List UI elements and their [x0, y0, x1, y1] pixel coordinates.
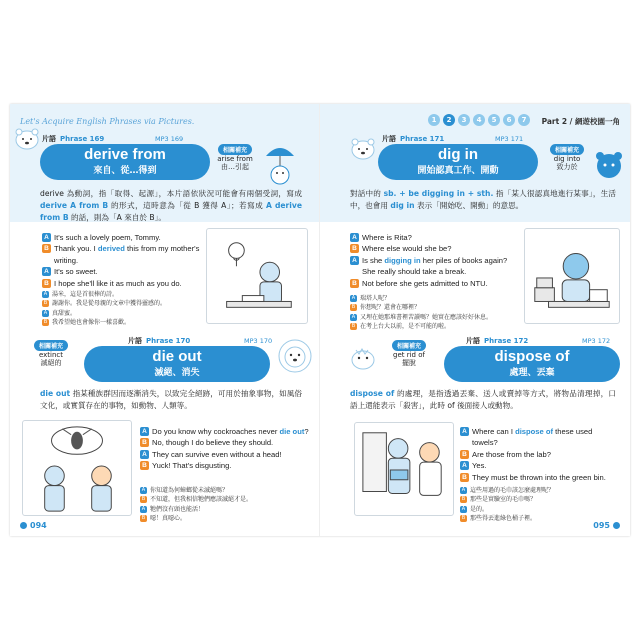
dialog-line: B They must be thrown into the green bin. [460, 472, 620, 483]
related-note-170 [20, 340, 82, 368]
related-note-169 [210, 144, 260, 172]
page-dot-icon [20, 522, 27, 529]
dialog-line: B Thank you. I derived this from my mother's writing. [42, 243, 202, 266]
note-meaning: 擺脫 [402, 359, 416, 368]
note-phrase: dig into [553, 155, 581, 163]
related-note-172 [378, 340, 440, 368]
dialog-170 [140, 426, 310, 472]
progress-dot-active: 2 [443, 114, 455, 126]
translation-169: A 湯米，這是首很棒的詩。 B 謝謝你。我是從母親的文章中獲得靈感的。 A 真甜蜜。 B 我希望她也會像你一樣喜歡。 [43, 291, 167, 326]
dialog-line: A They can survive even without a head! [140, 449, 310, 460]
dialog-line: A Where can I dispose of these used towels? [460, 426, 620, 449]
phrase-170-banner [84, 346, 270, 382]
phrase-171-banner [378, 144, 538, 180]
dialog-line: A Yes. [460, 460, 620, 471]
phrase-number: Phrase 171 [400, 135, 445, 143]
phrase-number: Phrase 172 [484, 337, 529, 345]
bear-icon [592, 148, 626, 182]
phrase-meaning: 處理、丟棄 [509, 368, 555, 378]
note-meaning: 由…引起 [221, 163, 249, 172]
dialog-line: B Not before she gets admitted to NTU. [350, 278, 518, 289]
polar-bear-icon [14, 126, 40, 150]
phrase-title: dig in [438, 146, 478, 163]
note-phrase: extinct [38, 351, 64, 359]
note-caption: 相關補充 [550, 144, 584, 155]
dialog-line: A Is she digging in her piles of books again? She really should take a break. [350, 255, 518, 278]
phrase-label: 片語 [128, 337, 142, 345]
explanation-170: die out 指某種族群因而逐漸消失，以致完全絕跡，可用於抽象事物，如風俗文化，或實質存在的事物，如動物、人類等。 [40, 389, 302, 410]
phrase-label: 片語 [382, 135, 396, 143]
right-page [320, 104, 630, 536]
student-studying-illustration [524, 228, 620, 324]
dialog-line: A It's so sweet. [42, 266, 202, 277]
note-phrase: arise from [217, 155, 253, 163]
dialog-line: B I hope she'll like it as much as you do. [42, 278, 202, 289]
phrase-171-head [382, 134, 444, 144]
explanation-169: derive 為動詞，指「取得、起源」，本片語依狀況可能會有兩個受詞，寫成 derive A from B 的形式，這時意為「從 B 獲得 A」；若寫成 A derive from B 的話，則為「A 來自於 B」。 [40, 189, 303, 222]
dialog-line: A Where is Rita? [350, 232, 518, 243]
explanation-172: dispose of 的處理，是指透過丟棄、送人或賣掉等方式，將物品清理掉，口語上還能表示「殺害」，此時 of 後面接人或動物。 [350, 389, 617, 410]
note-caption: 相關補充 [392, 340, 426, 351]
progress-dot: 3 [458, 114, 470, 126]
translation-172: A 這些用過的毛巾該怎麼處理呢？ B 那些是實驗室的毛巾嗎？ A 是的。 B 那些得丟進綠色桶子裡。 [461, 487, 555, 522]
phrase-title: derive from [84, 146, 166, 163]
dinosaur-icon [348, 342, 378, 372]
note-caption: 相關補充 [34, 340, 68, 351]
umbrella-bear-icon [262, 142, 298, 186]
mp3-170[interactable]: MP3 170 [244, 337, 273, 345]
phrase-number: Phrase 169 [60, 135, 105, 143]
explanation-171: 對話中的 sb. + be digging in + sth. 指「某人很認真地進行某事」，生活中，也會用 dig in 表示「開始吃、開動」的意思。 [350, 189, 616, 210]
page-number-left: 094 [20, 521, 47, 530]
translation-170: A 你知道為何蟑螂從未滅絕嗎？ B 不知道，但我相信牠們應該滅絕才是。 A 牠們沒有頭也能活！ B 噁！真噁心。 [141, 487, 253, 522]
polar-bear-icon [350, 136, 376, 160]
phrase-172-head [466, 336, 528, 346]
progress-dot: 4 [473, 114, 485, 126]
page-number-right: 095 [593, 521, 620, 530]
dialog-169 [42, 232, 202, 289]
page-dot-icon [613, 522, 620, 529]
phrase-170-head [128, 336, 190, 346]
phrase-169-banner [40, 144, 210, 180]
writer-illustration [206, 228, 308, 324]
note-phrase: get rid of [393, 351, 425, 359]
note-meaning: 致力於 [556, 163, 578, 172]
book-spread [10, 104, 630, 536]
dialog-line: A Do you know why cockroaches never die out? [140, 426, 310, 437]
progress-dot: 7 [518, 114, 530, 126]
note-caption: 相關補充 [218, 144, 252, 155]
cockroach-illustration [22, 420, 132, 516]
dialog-line: B Are those from the lab? [460, 449, 620, 460]
phrase-number: Phrase 170 [146, 337, 191, 345]
phrase-meaning: 滅絕、消失 [154, 368, 200, 378]
phrase-meaning: 來自、從…得到 [93, 166, 157, 176]
translation-171: A 瑞塔人呢？ B 你想呢？還會在哪裡？ A 又埋在她那堆書裡苦讀嗎？她實在應該好好休息。 B 在考上台大以前，是不可能的啦。 [351, 295, 493, 330]
phrase-169-head [42, 134, 104, 144]
note-meaning: 滅絕的 [40, 359, 62, 368]
progress-dot: 6 [503, 114, 515, 126]
progress-dot: 5 [488, 114, 500, 126]
left-page [10, 104, 320, 536]
part-title: Part 2 / 網遊校園一角 [541, 117, 620, 126]
mp3-171[interactable]: MP3 171 [495, 135, 524, 143]
part-progress [428, 114, 530, 126]
dialog-line: B No, though I do believe they should. [140, 437, 310, 448]
dialog-line: A It's such a lovely poem, Tommy. [42, 232, 202, 243]
phrase-title: die out [152, 348, 202, 365]
dialog-171 [350, 232, 518, 289]
series-title: Let's Acquire English Phrases via Pictures. [20, 117, 195, 126]
phrase-label: 片語 [466, 337, 480, 345]
progress-dot: 1 [428, 114, 440, 126]
phrase-title: dispose of [494, 348, 570, 365]
lion-icon [276, 336, 314, 376]
related-note-171 [542, 144, 592, 172]
dialog-line: B Where else would she be? [350, 243, 518, 254]
phrase-label: 片語 [42, 135, 56, 143]
lab-towels-illustration [354, 422, 454, 516]
mp3-169[interactable]: MP3 169 [155, 135, 184, 143]
phrase-172-banner [444, 346, 620, 382]
dialog-172 [460, 426, 620, 483]
mp3-172[interactable]: MP3 172 [582, 337, 611, 345]
phrase-meaning: 開始認真工作、開動 [417, 166, 499, 176]
dialog-line: B Yuck! That's disgusting. [140, 460, 310, 471]
